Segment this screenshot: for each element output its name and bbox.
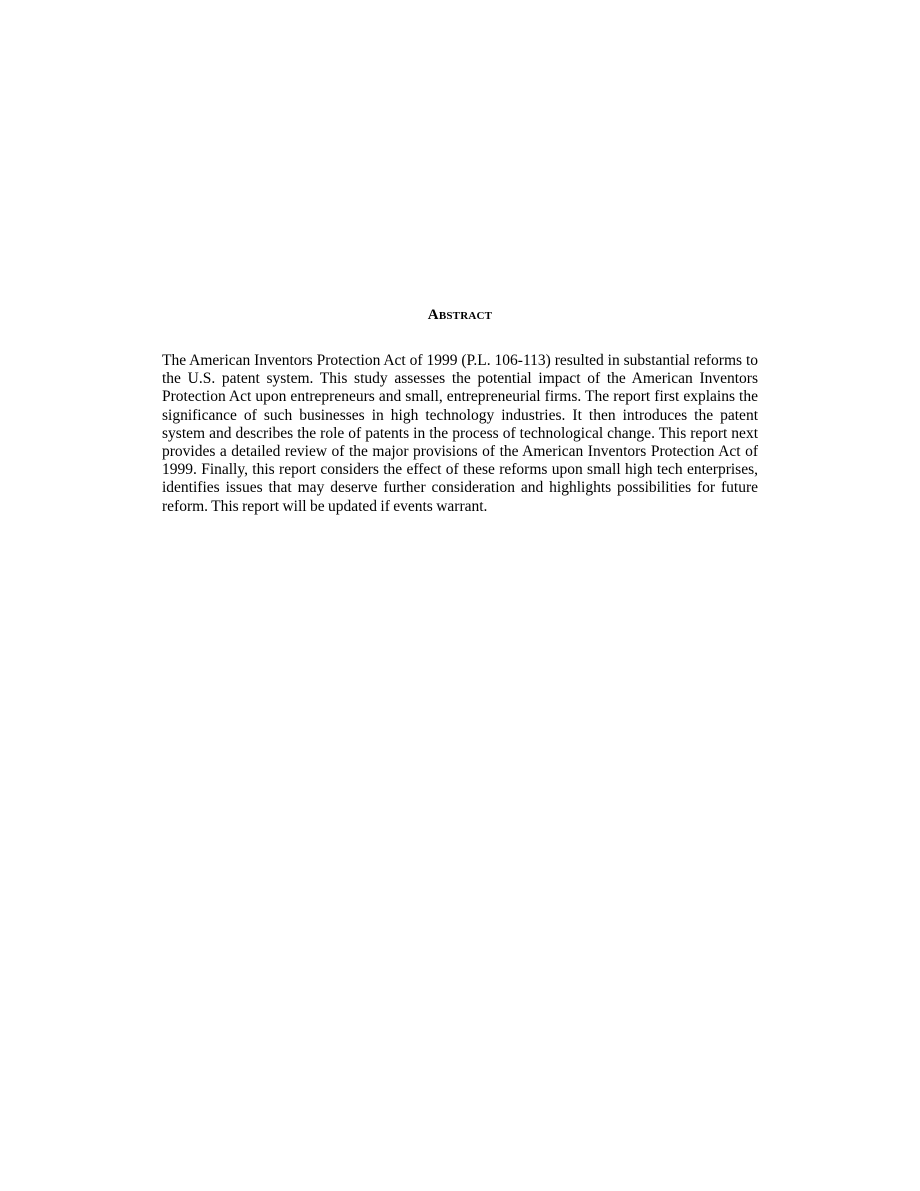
abstract-section	[162, 305, 758, 516]
abstract-body: The American Inventors Protection Act of 1999 (P.L. 106-113) resulted in substantial reforms to the U.S. patent system. This study assesses the potential impact of the American Inventors Protection Act upon entrepreneurs and small, entrepreneurial firms. The report first explains the significance of such businesses in high technology industries. It then introduces the patent system and describes the role of patents in the process of technological change. This report next provides a detailed review of the major provisions of the American Inventors Protection Act of 1999. Finally, this report considers the effect of these reforms upon small high tech enterprises, identifies issues that may deserve further consideration and highlights possibilities for future reform. This report will be updated if events warrant.	[162, 352, 758, 515]
abstract-heading: Abstract	[427, 307, 493, 323]
